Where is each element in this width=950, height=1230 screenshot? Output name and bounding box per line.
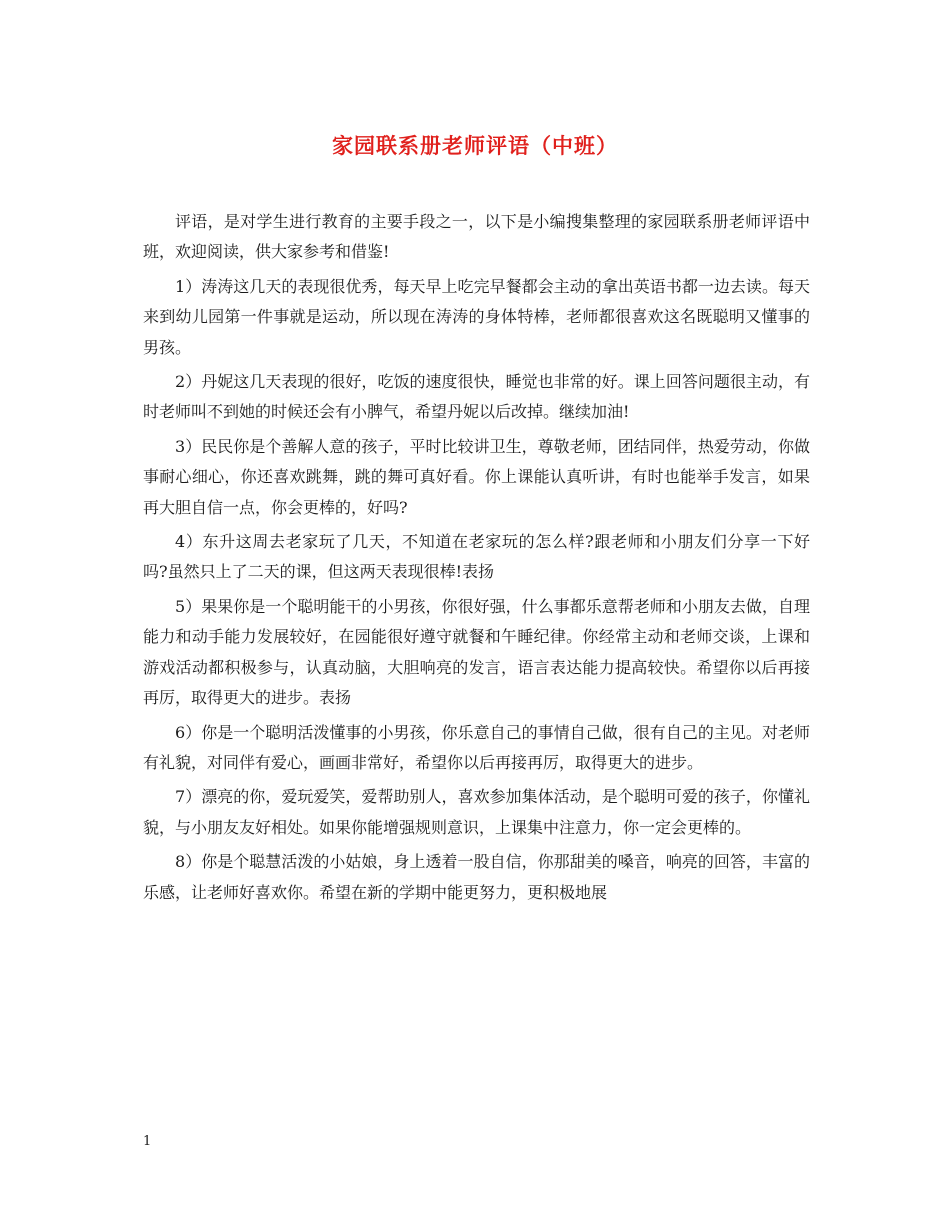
comment-paragraph-5: 5）果果你是一个聪明能干的小男孩，你很好强，什么事都乐意帮老师和小朋友去做，自理能力和动手能力发展较好，在园能很好遵守就餐和午睡纪律。你经常主动和老师交谈，上课和游戏活动都积极参与，认真动脑，大胆响亮的发言，语言表达能力提高较快。希望你以后再接再厉，取得更大的进步。表扬 <box>143 596 810 708</box>
comment-paragraph-7: 7）漂亮的你，爱玩爱笑，爱帮助别人，喜欢参加集体活动，是个聪明可爱的孩子，你懂礼貌，与小朋友友好相处。如果你能增强规则意识，上课集中注意力，你一定会更棒的。 <box>143 787 810 837</box>
comment-paragraph-2: 2）丹妮这几天表现的很好，吃饭的速度很快，睡觉也非常的好。课上回答问题很主动，有时老师叫不到她的时候还会有小脾气，希望丹妮以后改掉。继续加油! <box>143 372 810 422</box>
comment-paragraph-3: 3）民民你是个善解人意的孩子，平时比较讲卫生，尊敬老师，团结同伴，热爱劳动，你做事耐心细心，你还喜欢跳舞，跳的舞可真好看。你上课能认真听讲，有时也能举手发言，如果再大胆自信一点，你会更棒的，好吗? <box>143 436 810 517</box>
comment-paragraph-6: 6）你是一个聪明活泼懂事的小男孩，你乐意自己的事情自己做，很有自己的主见。对老师有礼貌，对同伴有爱心，画画非常好，希望你以后再接再厉，取得更大的进步。 <box>143 722 810 772</box>
comment-paragraph-1: 1）涛涛这几天的表现很优秀，每天早上吃完早餐都会主动的拿出英语书都一边去读。每天来到幼儿园第一件事就是运动，所以现在涛涛的身体特棒，老师都很喜欢这名既聪明又懂事的男孩。 <box>143 276 810 357</box>
page-number: 1 <box>143 1134 152 1149</box>
comment-paragraph-4: 4）东升这周去老家玩了几天，不知道在老家玩的怎么样?跟老师和小朋友们分享一下好吗?虽然只上了二天的课，但这两天表现很棒!表扬 <box>143 532 810 582</box>
intro-paragraph: 评语，是对学生进行教育的主要手段之一，以下是小编搜集整理的家园联系册老师评语中班，欢迎阅读，供大家参考和借鉴! <box>143 212 810 262</box>
document-body <box>143 207 810 912</box>
comment-paragraph-8: 8）你是个聪慧活泼的小姑娘，身上透着一股自信，你那甜美的嗓音，响亮的回答，丰富的乐感，让老师好喜欢你。希望在新的学期中能更努力，更积极地展 <box>143 852 810 902</box>
document-title: 家园联系册老师评语（中班） <box>332 133 618 158</box>
